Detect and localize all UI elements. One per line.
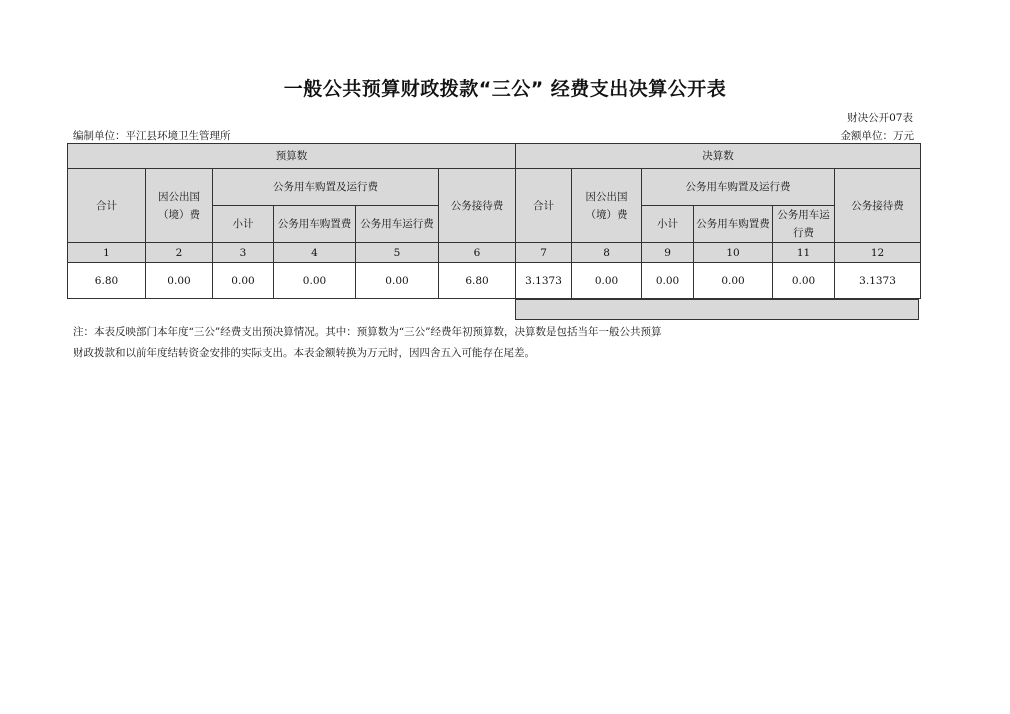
compiling-unit: 编制单位：平江县环境卫生管理所 — [73, 130, 231, 142]
final-vehicle-operation-header: 公务用车运行费 — [773, 206, 835, 243]
col-number: 4 — [274, 243, 356, 263]
value-cell: 0.00 — [274, 263, 356, 299]
value-cell: 0.00 — [642, 263, 694, 299]
value-cell: 6.80 — [68, 263, 146, 299]
value-cell: 0.00 — [694, 263, 773, 299]
value-cell: 0.00 — [146, 263, 213, 299]
note-line: 注：本表反映部门本年度“三公”经费支出预决算情况。其中：预算数为“三公”经费年初预算数，决算数是包括当年一般公共预算 — [73, 326, 662, 338]
three-public-expenditure-table — [67, 143, 921, 299]
note-line: 财政拨款和以前年度结转资金安排的实际支出。本表金额转换为万元时，因四舍五入可能存在尾差。 — [73, 347, 535, 359]
col-number: 5 — [356, 243, 439, 263]
final-group-header: 决算数 — [516, 144, 921, 169]
budget-reception-header: 公务接待费 — [439, 169, 516, 243]
budget-subtotal-header: 小计 — [213, 206, 274, 243]
col-number: 6 — [439, 243, 516, 263]
budget-group-header: 预算数 — [68, 144, 516, 169]
budget-abroad-header: 因公出国（境）费 — [146, 169, 213, 243]
col-number: 8 — [572, 243, 642, 263]
col-number: 9 — [642, 243, 694, 263]
value-cell: 0.00 — [572, 263, 642, 299]
value-cell: 3.1373 — [516, 263, 572, 299]
col-number: 2 — [146, 243, 213, 263]
amount-unit: 金额单位：万元 — [840, 130, 914, 142]
final-vehicle-header: 公务用车购置及运行费 — [642, 169, 835, 206]
budget-vehicle-operation-header: 公务用车运行费 — [356, 206, 439, 243]
final-vehicle-purchase-header: 公务用车购置费 — [694, 206, 773, 243]
col-number: 3 — [213, 243, 274, 263]
value-cell: 6.80 — [439, 263, 516, 299]
budget-vehicle-header: 公务用车购置及运行费 — [213, 169, 439, 206]
col-number: 10 — [694, 243, 773, 263]
final-total-header: 合计 — [516, 169, 572, 243]
final-reception-header: 公务接待费 — [835, 169, 921, 243]
col-number: 7 — [516, 243, 572, 263]
form-number: 财决公开07表 — [847, 112, 913, 124]
budget-total-header: 合计 — [68, 169, 146, 243]
final-subtotal-header: 小计 — [642, 206, 694, 243]
page-title: 一般公共预算财政拨款“三公” 经费支出决算公开表 — [283, 78, 727, 100]
final-abroad-header: 因公出国（境）费 — [572, 169, 642, 243]
value-cell: 0.00 — [356, 263, 439, 299]
value-cell: 0.00 — [213, 263, 274, 299]
col-number: 1 — [68, 243, 146, 263]
table-row — [68, 263, 921, 299]
table-footer-bar — [515, 299, 919, 320]
table-note — [73, 322, 773, 364]
budget-vehicle-purchase-header: 公务用车购置费 — [274, 206, 356, 243]
value-cell: 3.1373 — [835, 263, 921, 299]
value-cell: 0.00 — [773, 263, 835, 299]
col-number: 11 — [773, 243, 835, 263]
col-number: 12 — [835, 243, 921, 263]
